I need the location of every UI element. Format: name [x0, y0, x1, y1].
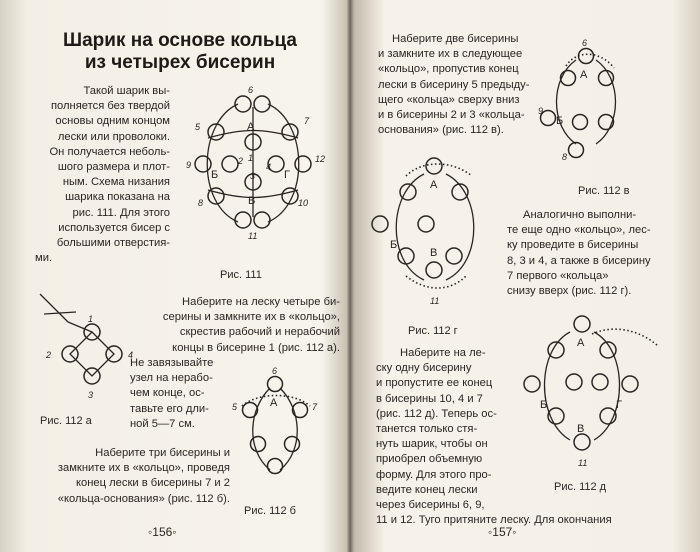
- fig112v-letter-a: А: [580, 69, 588, 81]
- fig111-label-3: 3: [250, 171, 256, 181]
- fig112b-label-6: 6: [272, 366, 278, 376]
- fig112b-label-5: 5: [232, 402, 238, 412]
- figure-111: [168, 82, 338, 282]
- fig112v-label-8: 8: [562, 152, 568, 162]
- fig111-label-9: 9: [186, 160, 192, 170]
- fig112d-label-11: 11: [578, 458, 588, 468]
- fig112a-caption: Рис. 112 а: [40, 415, 92, 427]
- right-paragraph-1: Наберите две бисерины и замкните их в следующее «кольцо», пропустив конец лески в бисерину 5 предыду- щего «кольца» сверху вниз и в бисерины 2 и 3 «кольца- основания» (рис. 112 в).: [378, 33, 530, 137]
- fig111-label-10: 10: [298, 198, 309, 208]
- fig112d-letter-v: В: [577, 423, 585, 435]
- fig111-label-8: 8: [198, 198, 204, 208]
- fig112a-label-4: 4: [128, 350, 134, 360]
- fig111-letter-a: А: [247, 121, 255, 133]
- figure-112a: [30, 284, 140, 429]
- fig112a-label-1: 1: [88, 314, 94, 324]
- fig111-label-1: 1: [248, 153, 254, 163]
- fig111-letter-v: В: [248, 195, 256, 207]
- fig112b-caption: Рис. 112 б: [244, 505, 296, 517]
- fig112a-label-3: 3: [88, 390, 94, 400]
- figure-112d: [518, 310, 678, 500]
- fig112g-letter-v: В: [430, 247, 438, 259]
- fig112v-caption: Рис. 112 в: [578, 185, 630, 197]
- figure-112v: [536, 38, 656, 198]
- fig112d-letter-b: Б: [540, 399, 548, 411]
- intro-paragraph: Такой шарик вы- полняется без твердой основы одним концом лески или проволоки. Он получается неболь- шого размера и плот- ным. Схема низания шарика показана на рис. 111. Для этого используется бисер с большими отверстия- ми.: [35, 85, 170, 265]
- fig111-label-5: 5: [195, 122, 201, 132]
- instruction-paragraph-2: Наберите три бисерины и замкните их в «кольцо», проведя конец лески в бисерины 7 и 2 «кольца-основания» (рис. 112 б).: [57, 447, 230, 505]
- page-title: Шарик на основе кольца из четырех бисерин: [63, 30, 297, 73]
- page-number-left: ◦156◦: [148, 525, 177, 539]
- fig111-letter-b: Б: [211, 169, 219, 181]
- fig112v-label-6: 6: [582, 38, 588, 48]
- fig112g-caption: Рис. 112 г: [408, 325, 458, 337]
- fig112d-caption: Рис. 112 д: [554, 481, 607, 493]
- fig112b-letter-a: А: [270, 397, 278, 409]
- right-page: [352, 0, 700, 552]
- fig111-label-11: 11: [248, 231, 258, 241]
- fig112d-letter-a: А: [577, 337, 585, 349]
- fig111-label-7: 7: [304, 116, 310, 126]
- figure-112g: [366, 152, 506, 342]
- fig112b-label-7: 7: [312, 402, 318, 412]
- fig111-label-2: 2: [238, 156, 244, 166]
- fig111-label-6: 6: [248, 85, 254, 95]
- right-paragraph-2: Аналогично выполни- те еще одно «кольцо», лес- ку проведите в бисерины 8, 3 и 4, а также в бисерину 7 первого «кольца» снизу вверх (рис. 112 г).: [507, 209, 651, 298]
- fig112v-letter-b: Б: [556, 115, 564, 127]
- fig111-label-4: 4: [266, 162, 272, 172]
- page-number-right: ◦157◦: [488, 525, 517, 539]
- fig112g-label-11: 11: [430, 296, 440, 306]
- fig111-caption: Рис. 111: [220, 269, 262, 281]
- instruction-paragraph-1b: Не завязывайте узел на нерабо- чем конце, ос- тавьте его дли- ной 5—7 см.: [130, 357, 214, 430]
- fig112g-letter-b: Б: [390, 239, 398, 251]
- left-page: [0, 0, 349, 552]
- fig112g-letter-a: А: [430, 179, 438, 191]
- fig111-letter-g: Г: [284, 169, 290, 181]
- fig112v-label-9: 9: [538, 106, 544, 116]
- right-paragraph-3: Наберите на ле- ску одну бисерину и пропустите ее конец в бисерины 10, 4 и 7 (рис. 112 д). Теперь ос- танется только стя- нуть шарик, чтобы он приобрел объемную форму. Для этого про- ведите конец лески через бисерины 6, 9, 11 и 12. Туго притяните леску. Для окончания: [376, 347, 612, 527]
- fig112a-label-2: 2: [46, 350, 52, 360]
- fig111-label-12: 12: [315, 154, 326, 164]
- figure-112b: [228, 366, 328, 520]
- instruction-paragraph-1: Наберите на леску четыре би- серины и замкните их в «кольцо», скрестив рабочий и нерабочий концы в бисерине 1 (рис. 112 а).: [162, 296, 340, 354]
- fig112d-letter-g: Г: [616, 399, 622, 411]
